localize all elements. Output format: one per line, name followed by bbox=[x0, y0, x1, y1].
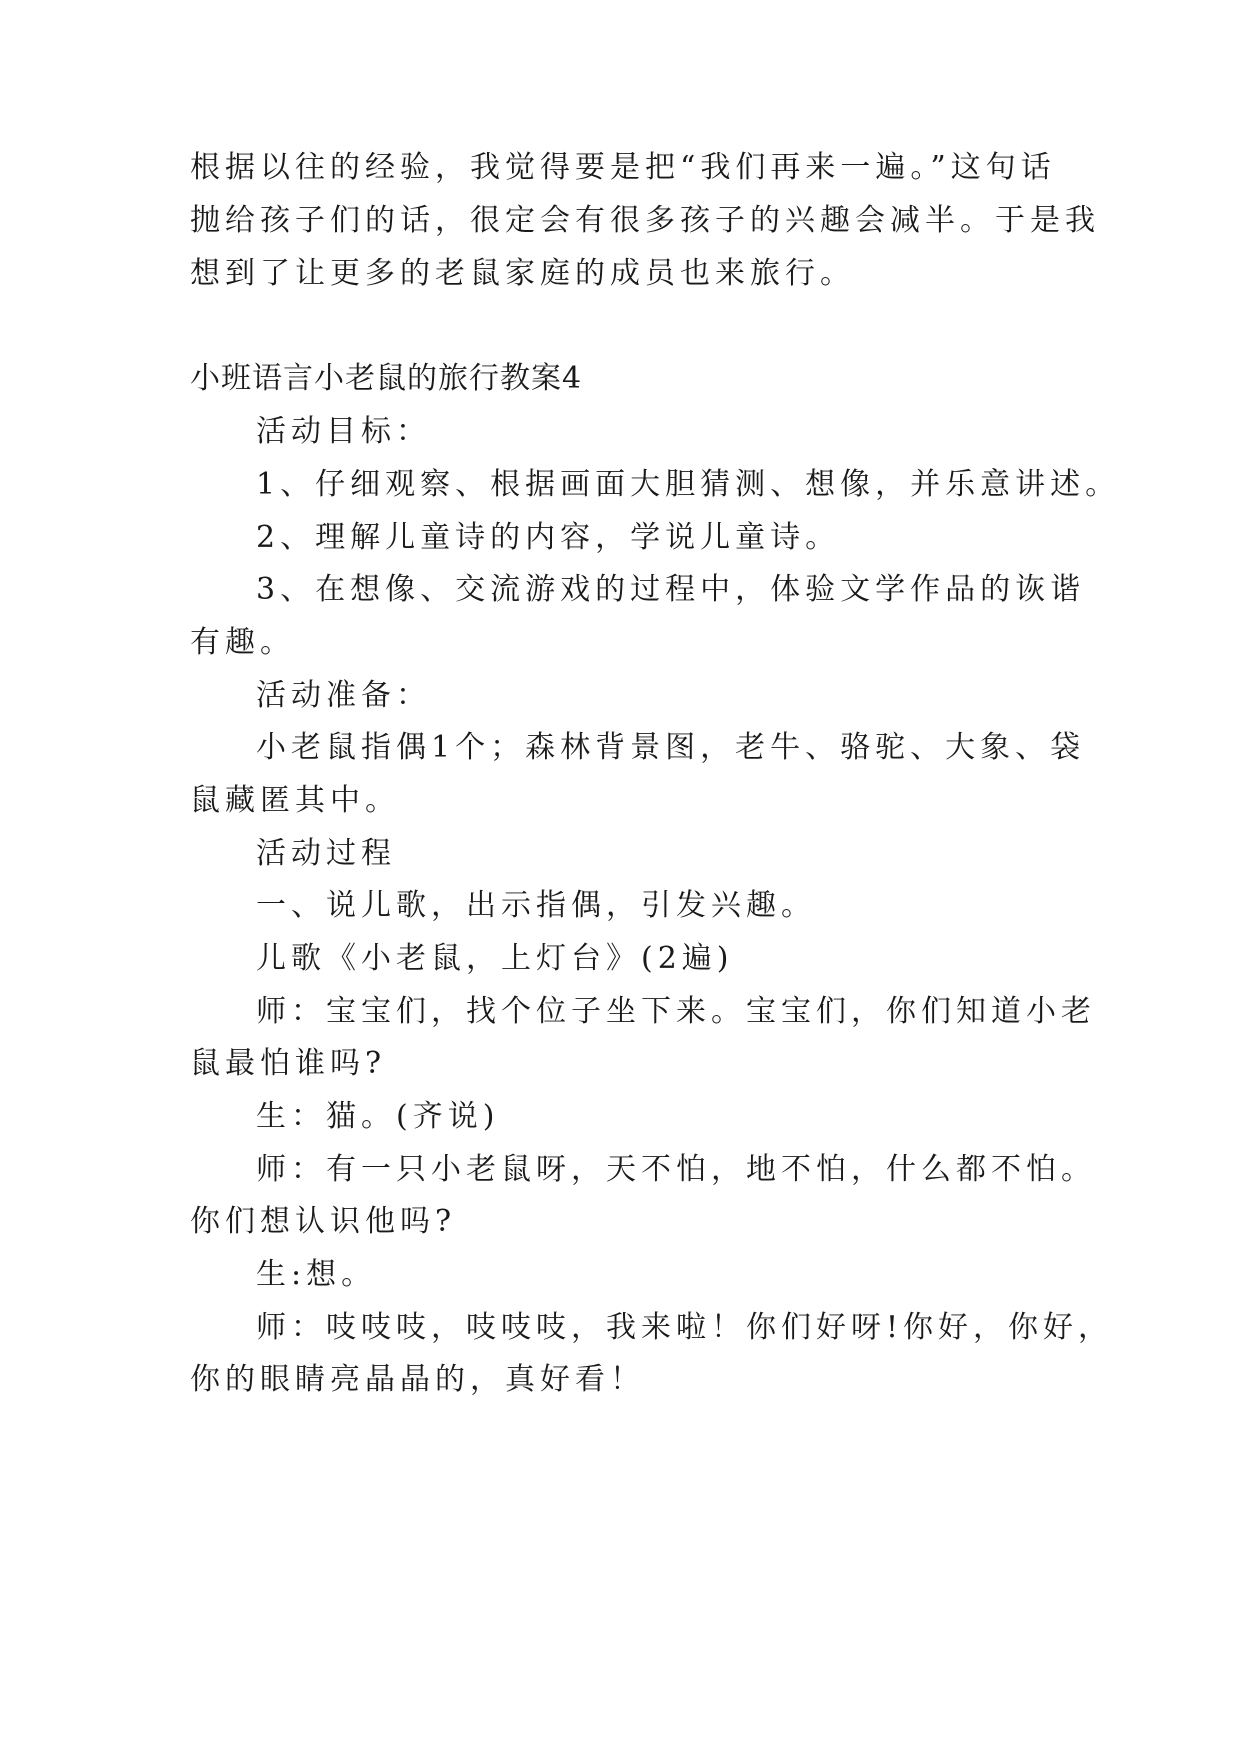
student-line-2: 生:想。 bbox=[256, 1257, 377, 1292]
goals-label: 活动目标： bbox=[256, 414, 431, 449]
song-line: 儿歌《小老鼠，上灯台》(2遍) bbox=[256, 941, 734, 976]
goal-3-line-1: 3、在想像、交流游戏的过程中，体验文学作品的诙谐 bbox=[256, 572, 1086, 607]
step-1: 一、说儿歌，出示指偶，引发兴趣。 bbox=[256, 888, 816, 923]
prep-line-2: 鼠藏匿其中。 bbox=[190, 783, 400, 818]
intro-line-2: 抛给孩子们的话，很定会有很多孩子的兴趣会减半。于是我 bbox=[190, 203, 1100, 238]
teacher-line-1a: 师：宝宝们，找个位子坐下来。宝宝们，你们知道小老 bbox=[256, 994, 1096, 1029]
prep-line-1: 小老鼠指偶1个；森林背景图，老牛、骆驼、大象、袋 bbox=[256, 730, 1086, 765]
prep-label: 活动准备： bbox=[256, 678, 431, 713]
teacher-line-2b: 你们想认识他吗? bbox=[190, 1204, 457, 1239]
student-line-1: 生：猫。(齐说) bbox=[256, 1099, 500, 1134]
teacher-line-2a: 师：有一只小老鼠呀，天不怕，地不怕，什么都不怕。 bbox=[256, 1152, 1096, 1187]
teacher-line-3a: 师：吱吱吱，吱吱吱，我来啦！你们好呀!你好，你好， bbox=[256, 1310, 1114, 1345]
intro-line-3: 想到了让更多的老鼠家庭的成员也来旅行。 bbox=[190, 256, 855, 291]
goal-1: 1、仔细观察、根据画面大胆猜测、想像，并乐意讲述。 bbox=[256, 467, 1121, 502]
intro-line-1: 根据以往的经验，我觉得要是把“我们再来一遍。”这句话 bbox=[190, 150, 1056, 185]
process-label: 活动过程 bbox=[256, 836, 396, 871]
teacher-line-3b: 你的眼睛亮晶晶的，真好看！ bbox=[190, 1362, 645, 1397]
teacher-line-1b: 鼠最怕谁吗? bbox=[190, 1046, 387, 1081]
goal-3-line-2: 有趣。 bbox=[190, 625, 295, 660]
goal-2: 2、理解儿童诗的内容，学说儿童诗。 bbox=[256, 520, 841, 555]
section-heading: 小班语言小老鼠的旅行教案4 bbox=[190, 361, 583, 396]
